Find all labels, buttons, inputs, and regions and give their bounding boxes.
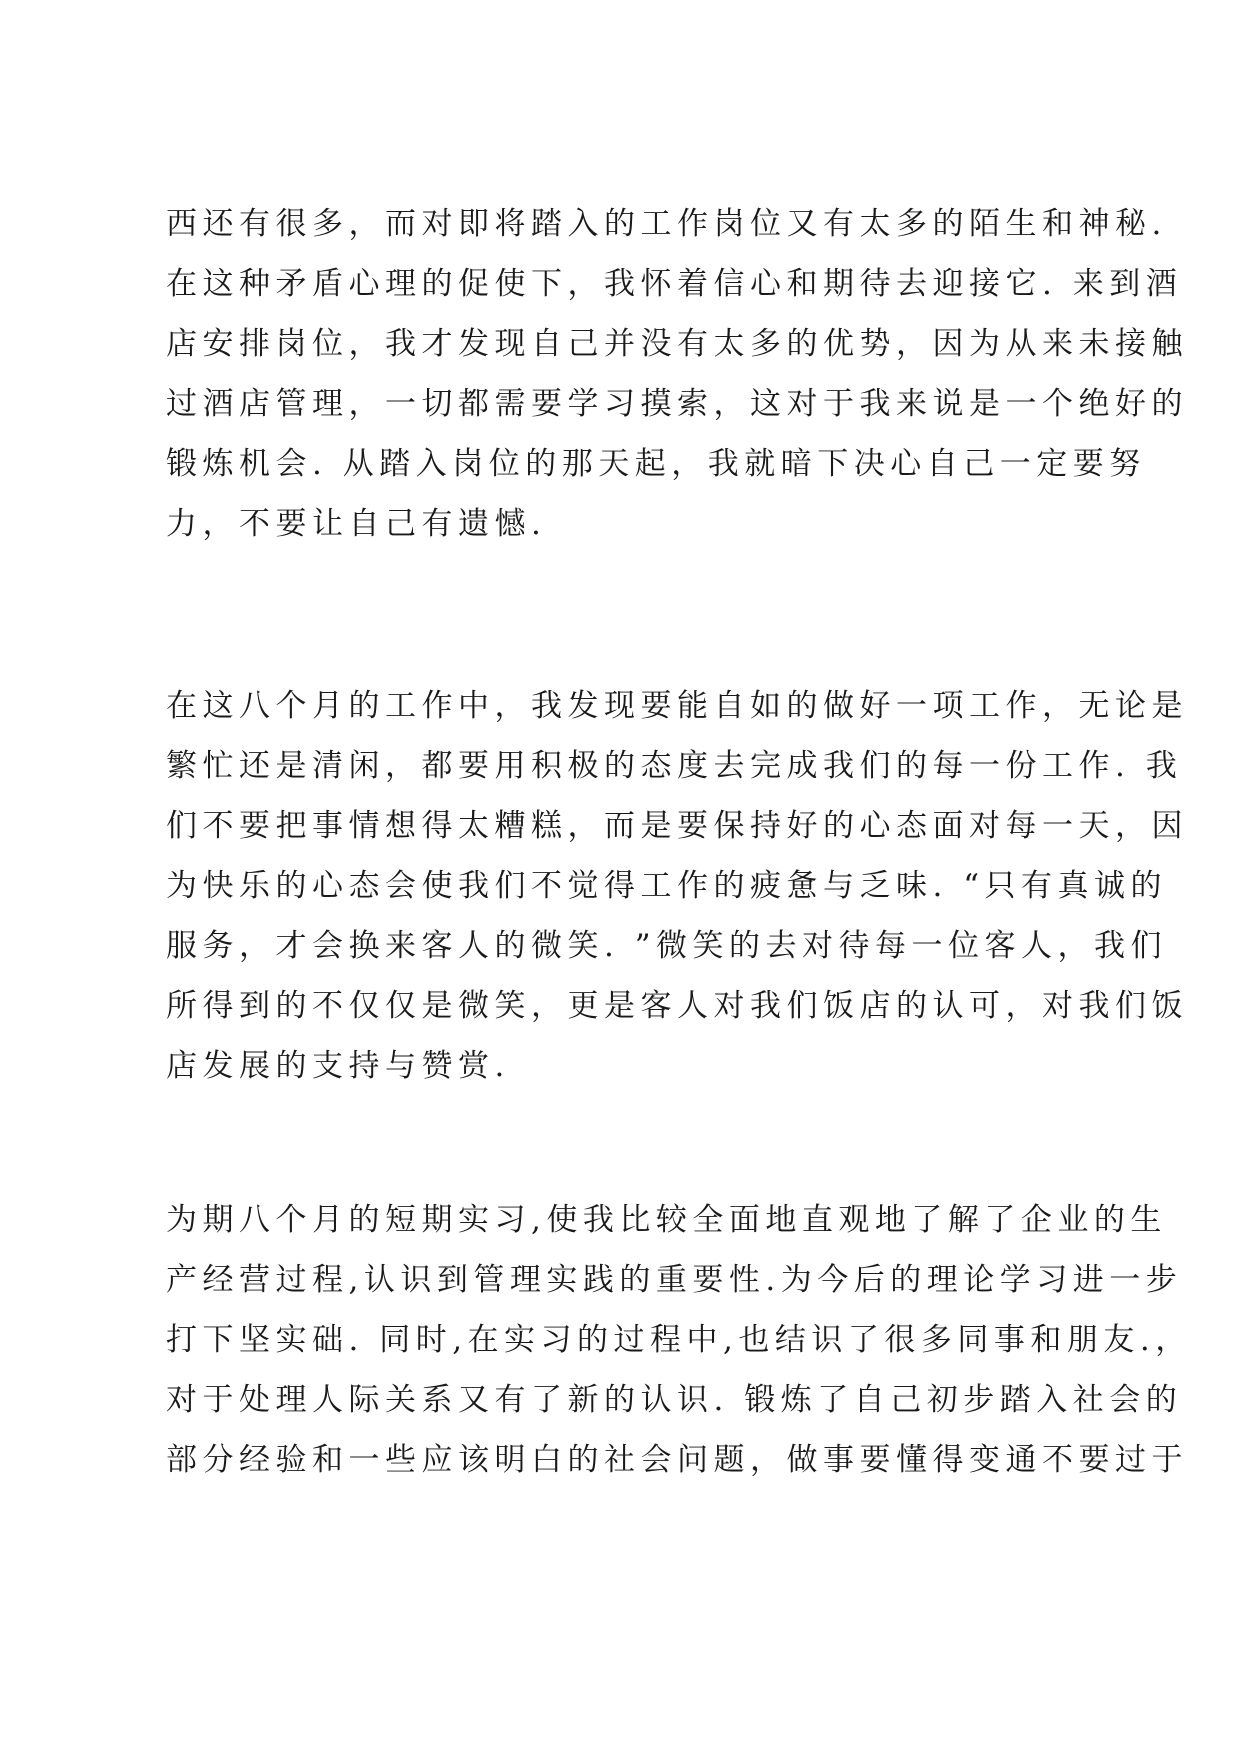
text-line: 西还有很多，而对即将踏入的工作岗位又有太多的陌生和神秘.	[166, 206, 1167, 242]
text-line: 为快乐的心态会使我们不觉得工作的疲惫与乏味. “只有真诚的	[166, 868, 1168, 904]
text-line: 店安排岗位，我才发现自己并没有太多的优势，因为从来未接触	[166, 326, 1188, 362]
text-line: 过酒店管理，一切都需要学习摸索，这对于我来说是一个绝好的	[166, 386, 1188, 422]
text-line: 力，不要让自己有遗憾.	[166, 506, 547, 542]
text-line: 在这种矛盾心理的促使下，我怀着信心和期待去迎接它. 来到酒	[166, 266, 1183, 302]
text-line: 们不要把事情想得太糟糕，而是要保持好的心态面对每一天，因	[166, 808, 1188, 844]
paragraph	[166, 1190, 1192, 1490]
text-line: 在这八个月的工作中，我发现要能自如的做好一项工作，无论是	[166, 688, 1188, 724]
text-line: 对于处理人际关系又有了新的认识. 锻炼了自己初步踏入社会的	[166, 1382, 1183, 1418]
paragraph	[166, 676, 1188, 1096]
text-line: 店发展的支持与赞赏.	[166, 1048, 510, 1084]
text-line: 锻炼机会. 从踏入岗位的那天起，我就暗下决心自己一定要努	[166, 446, 1146, 482]
text-line: 繁忙还是清闲，都要用积极的态度去完成我们的每一份工作. 我	[166, 748, 1183, 784]
paragraph	[166, 194, 1188, 554]
text-line: 打下坚实础. 同时,在实习的过程中,也结识了很多同事和朋友.，	[166, 1322, 1192, 1358]
text-line: 部分经验和一些应该明白的社会问题，做事要懂得变通不要过于	[166, 1442, 1188, 1478]
text-line: 产经营过程,认识到管理实践的重要性.为今后的理论学习进一步	[166, 1262, 1183, 1298]
text-line: 服务，才会换来客人的微笑. ”微笑的去对待每一位客人，我们	[166, 928, 1168, 964]
text-line: 为期八个月的短期实习,使我比较全面地直观地了解了企业的生	[166, 1202, 1167, 1238]
text-line: 所得到的不仅仅是微笑，更是客人对我们饭店的认可，对我们饭	[166, 988, 1188, 1024]
